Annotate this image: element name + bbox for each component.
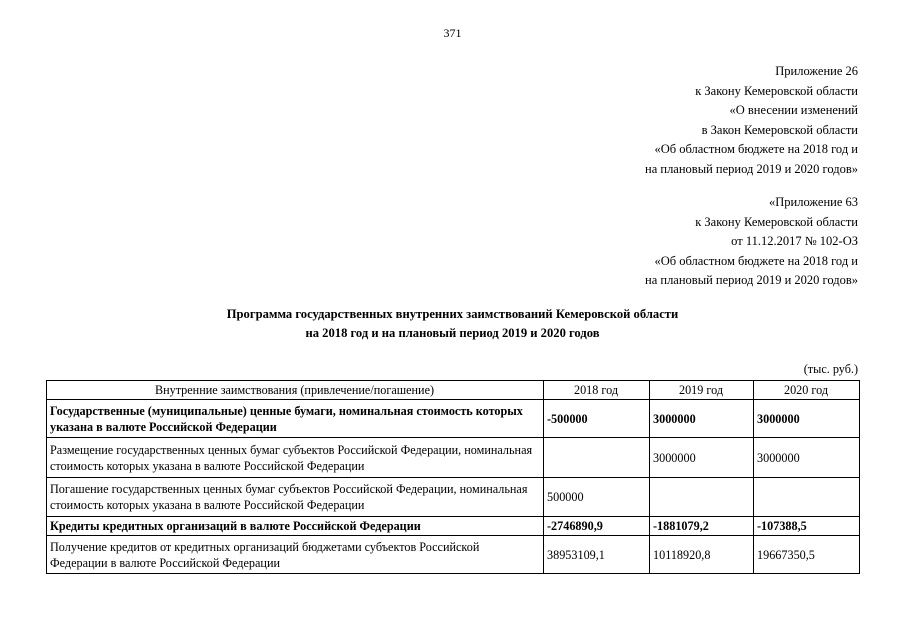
value-2018: -2746890,9 <box>544 517 650 536</box>
table-row <box>47 400 860 438</box>
row-name: Размещение государственных ценных бумаг субъектов Российской Федерации, номинальная стоимость которых указана в валюте Российской Федерации <box>47 438 544 478</box>
row-name: Получение кредитов от кредитных организаций бюджетами субъектов Российской Федерации в валюте Российской Федерации <box>47 536 544 574</box>
value-2019: 3000000 <box>650 400 754 438</box>
value-2019: 10118920,8 <box>650 536 754 574</box>
annex-header <box>645 62 858 180</box>
table-row <box>47 478 860 517</box>
annex-original <box>645 193 858 291</box>
value-2020: 3000000 <box>754 400 860 438</box>
borrowing-table <box>46 380 860 574</box>
annex-header-line: к Закону Кемеровской области <box>695 83 858 98</box>
annex-original-line: от 11.12.2017 № 102-ОЗ <box>731 234 858 249</box>
unit-label: (тыс. руб.) <box>803 362 858 376</box>
header-2019: 2019 год <box>650 381 754 400</box>
annex-original-line: к Закону Кемеровской области <box>695 214 858 229</box>
value-2018 <box>544 438 650 478</box>
value-2018: 500000 <box>544 478 650 517</box>
value-2019: -1881079,2 <box>650 517 754 536</box>
annex-original-line: на плановый период 2019 и 2020 годов» <box>645 273 858 288</box>
value-2018: 38953109,1 <box>544 536 650 574</box>
row-name: Погашение государственных ценных бумаг субъектов Российской Федерации, номинальная стоимость которых указана в валюте Российской Федерации <box>47 478 544 517</box>
header-borrowing: Внутренние заимствования (привлечение/погашение) <box>47 381 544 400</box>
value-2020: -107388,5 <box>754 517 860 536</box>
annex-header-line: «Об областном бюджете на 2018 год и <box>654 142 858 157</box>
header-2018: 2018 год <box>544 381 650 400</box>
annex-original-line: «Об областном бюджете на 2018 год и <box>654 253 858 268</box>
value-2020: 19667350,5 <box>754 536 860 574</box>
annex-header-line: Приложение 26 <box>775 64 858 78</box>
value-2019 <box>650 478 754 517</box>
value-2020 <box>754 478 860 517</box>
table-row <box>47 536 860 574</box>
title-line-2: на 2018 год и на плановый период 2019 и 2020 годов <box>305 325 600 340</box>
annex-header-line: на плановый период 2019 и 2020 годов» <box>645 161 858 176</box>
header-2020: 2020 год <box>754 381 860 400</box>
title-line-1: Программа государственных внутренних заимствований Кемеровской области <box>226 307 679 321</box>
value-2019: 3000000 <box>650 438 754 478</box>
value-2020: 3000000 <box>754 438 860 478</box>
table-header-row <box>47 381 860 400</box>
annex-header-line: «О внесении изменений <box>729 103 858 118</box>
row-name: Кредиты кредитных организаций в валюте Российской Федерации <box>47 517 544 536</box>
page-number: 371 <box>443 26 462 40</box>
value-2018: -500000 <box>544 400 650 438</box>
row-name: Государственные (муниципальные) ценные бумаги, номинальная стоимость которых указана в валюте Российской Федерации <box>47 400 544 438</box>
table-row <box>47 517 860 536</box>
document-title <box>0 305 905 342</box>
table-row <box>47 438 860 478</box>
annex-header-line: в Закон Кемеровской области <box>701 122 858 137</box>
annex-original-line: «Приложение 63 <box>769 195 858 209</box>
